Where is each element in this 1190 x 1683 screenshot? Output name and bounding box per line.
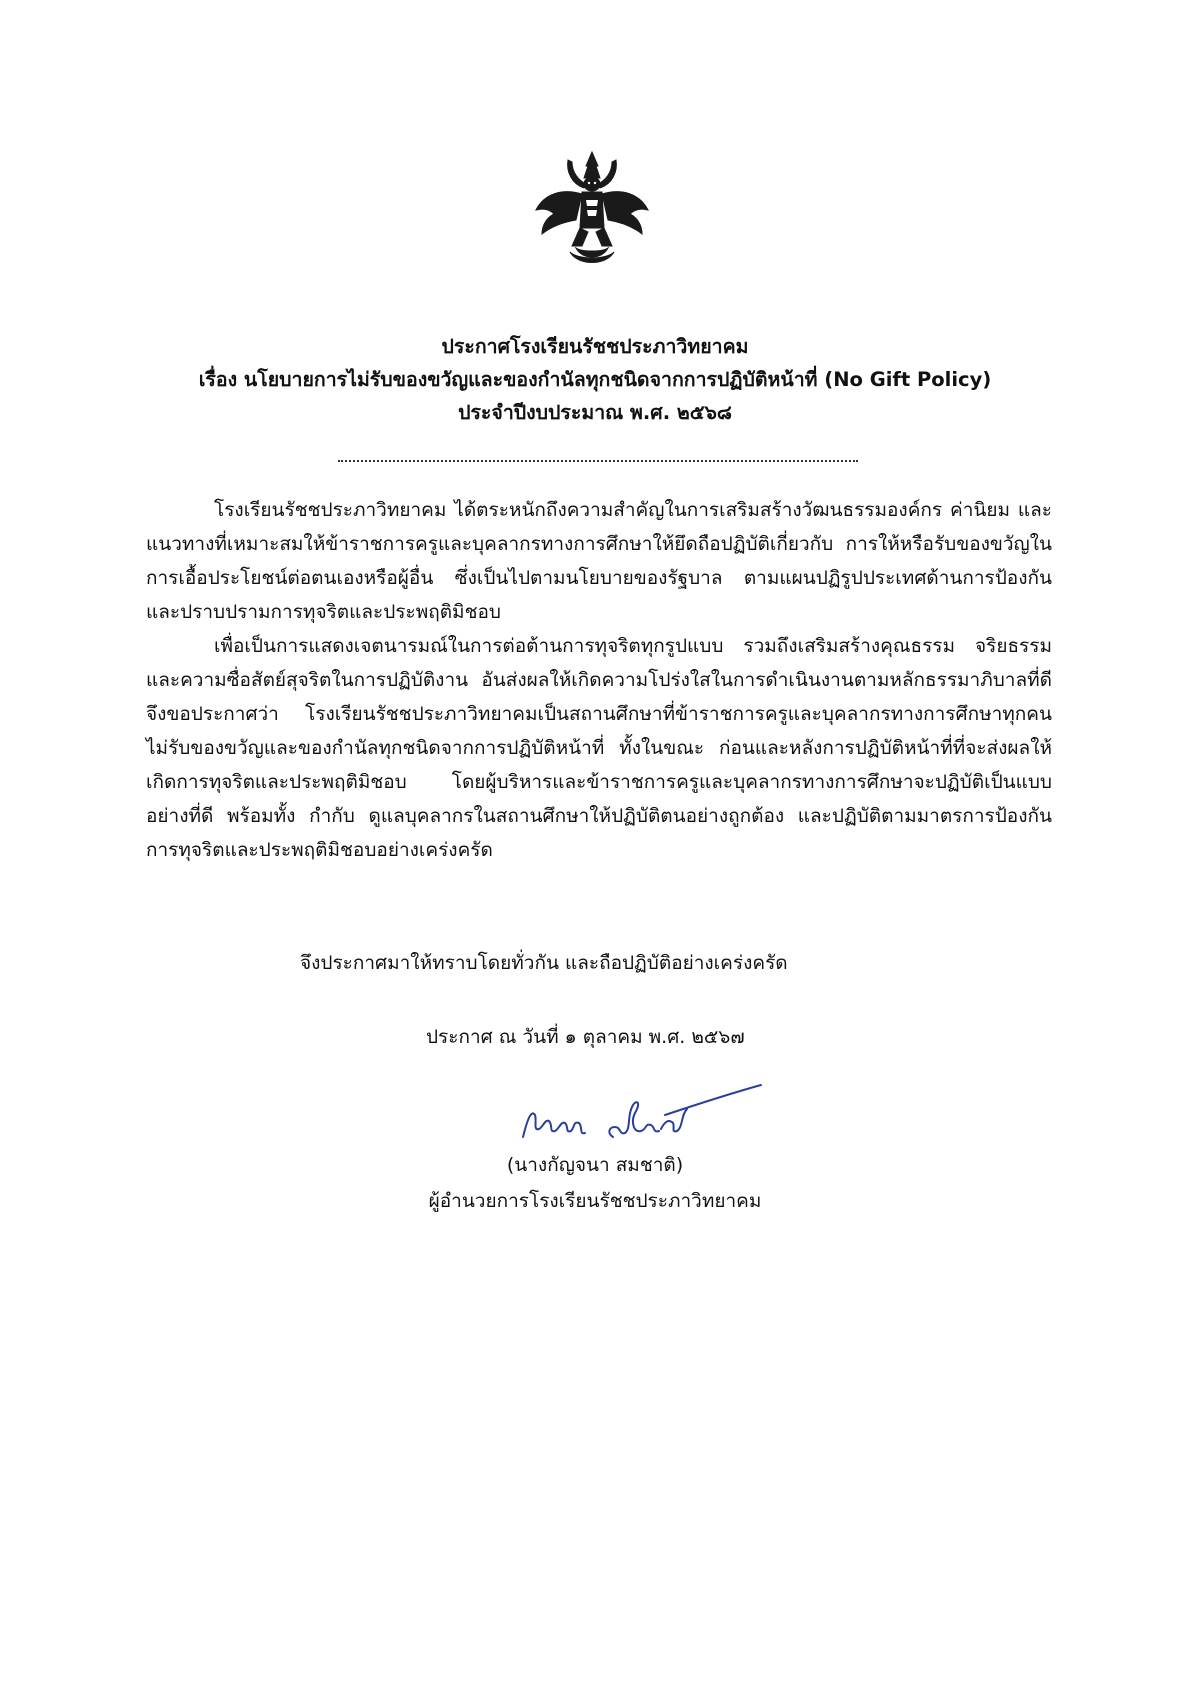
body-paragraph-2: เพื่อเป็นการแสดงเจตนารมณ์ในการต่อต้านการทุจริตทุกรูปแบบ รวมถึงเสริมสร้างคุณธรรม จริยธรรม และความซื่อสัตย์สุจริตในการปฏิบัติงาน อันส่งผลให้เกิดความโปร่งใสในการดำเนินงานตามหลักธรรมาภิบาลที่ดี จึงขอประกาศว่า โรงเรียนรัชชประภาวิทยาคมเป็นสถานศึกษาที่ข้าราชการครูและบุคลากรทางการศึกษาทุกคนไม่รับของขวัญและของกำนัลทุกชนิดจากการปฏิบัติหน้าที่ ทั้งในขณะ ก่อนและหลังการปฏิบัติหน้าที่ที่จะส่งผลให้เกิดการทุจริตและประพฤติมิชอบ โดยผู้บริหารและข้าราชการครูและบุคลากรทางการศึกษาจะปฏิบัติเป็นแบบอย่างที่ดี พร้อมทั้ง กำกับ ดูแลบุคลากรในสถานศึกษาให้ปฏิบัติตนอย่างถูกต้อง และปฏิบัติตามมาตรการป้องกันการทุจริตและประพฤติมิชอบอย่างเคร่งครัด [146,635,1052,861]
signer-name: (นางกัญจนา สมชาติ) [506,1154,684,1176]
handwritten-signature [515,1075,765,1145]
announcement-title: ประกาศโรงเรียนรัชชประภาวิทยาคม [441,335,749,358]
body-paragraph-1: โรงเรียนรัชชประภาวิทยาคม ได้ตระหนักถึงความสำคัญในการเสริมสร้างวัฒนธรรมองค์กร ค่านิยม และแนวทางที่เหมาะสมให้ข้าราชการครูและบุคลากรทางการศึกษาให้ยึดถือปฏิบัติเกี่ยวกับ การให้หรือรับของขวัญในการเอื้อประโยชน์ต่อตนเองหรือผู้อื่น ซึ่งเป็นไปตามนโยบายของรัฐบาล ตามแผนปฏิรูปประเทศด้านการป้องกันและปราบปรามการทุจริตและประพฤติมิชอบ [146,499,1052,623]
announcement-body [146,493,1052,867]
closing-statement: จึงประกาศมาให้ทราบโดยทั่วกัน และถือปฏิบัติอย่างเคร่งครัด [300,952,788,974]
garuda-emblem-icon [532,148,652,268]
signer-title: ผู้อำนวยการโรงเรียนรัชชประภาวิทยาคม [428,1190,762,1212]
fiscal-year: ประจำปีงบประมาณ พ.ศ. ๒๕๖๘ [458,401,732,424]
announcement-subject: เรื่อง นโยบายการไม่รับของขวัญและของกำนัลทุกชนิดจากการปฏิบัติหน้าที่ (No Gift Policy) [198,368,992,391]
dotted-divider [338,460,858,462]
announcement-date: ประกาศ ณ วันที่ ๑ ตุลาคม พ.ศ. ๒๕๖๗ [426,1026,745,1048]
announcement-header [0,330,1190,429]
